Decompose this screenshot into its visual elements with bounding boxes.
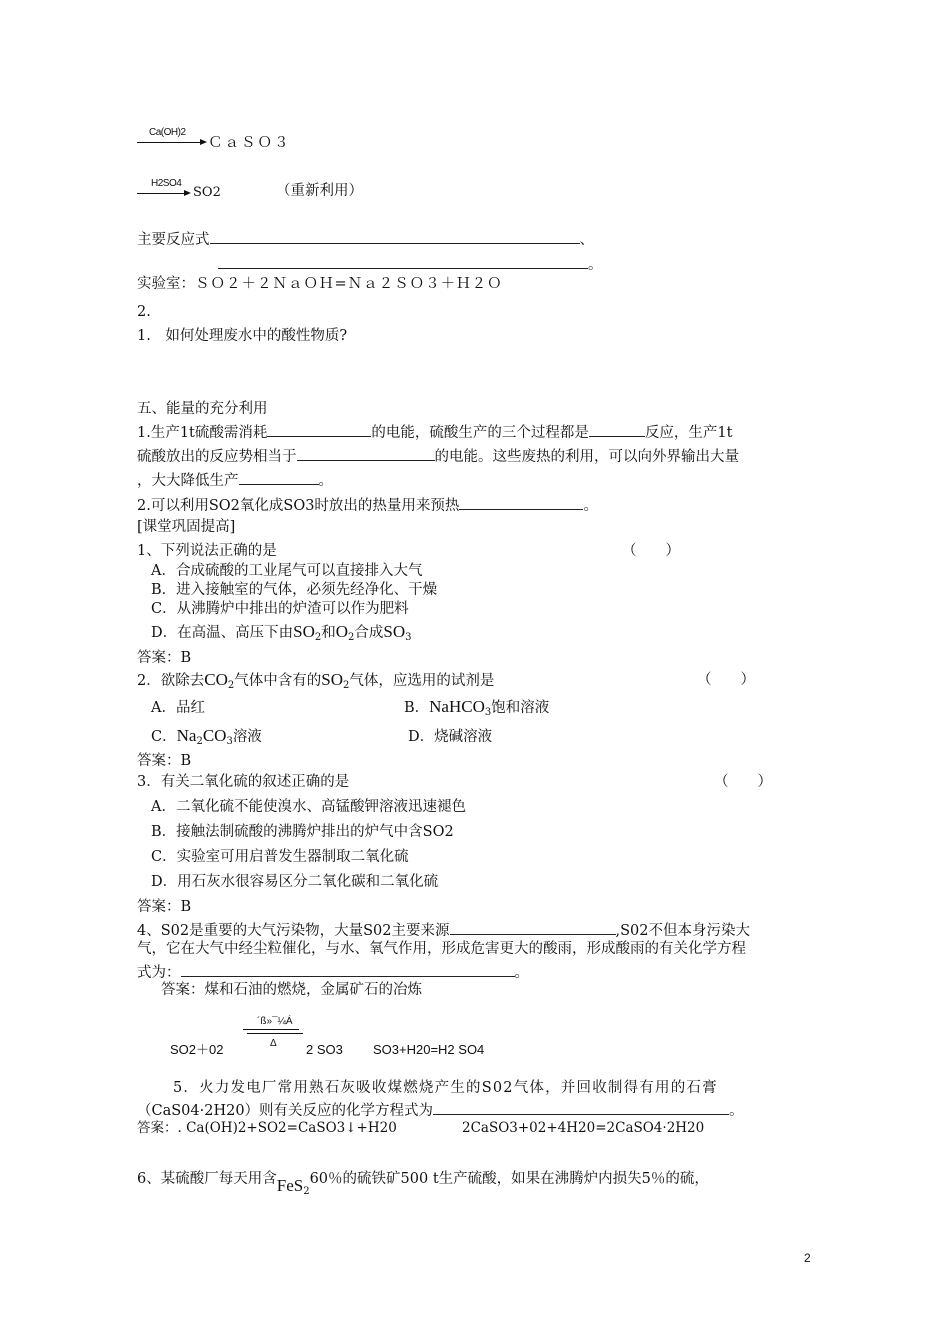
mc1-answer: 答案：B <box>137 650 192 666</box>
q6-line <box>137 1168 709 1197</box>
reagent-arrow-caoh2 <box>137 125 207 149</box>
reuse-note: （重新利用） <box>276 183 363 199</box>
mc1-option-a: A．合成硫酸的工业尾气可以直接排入大气 <box>151 563 423 579</box>
mc1-bracket: （ ） <box>622 543 680 559</box>
q4-line-3 <box>137 962 529 982</box>
formula: NaHCO <box>429 697 485 716</box>
text: 60％的硫铁矿500 t生产硫酸，如果在沸腾炉内损失5％的硫， <box>309 1171 709 1187</box>
arrow-head <box>184 190 191 196</box>
formula: CO <box>204 670 228 689</box>
mc2-bracket: （ ） <box>697 672 755 688</box>
mc1-option-b: B．进入接触室的气体，必须先经净化、干燥 <box>151 582 438 598</box>
main-reaction-line <box>137 229 594 249</box>
separator: 、 <box>579 232 594 248</box>
section-title: 五、能量的充分利用 <box>137 401 268 417</box>
q4-line-1 <box>137 920 750 940</box>
arrow-shaft <box>137 142 201 143</box>
answer-blank <box>589 422 645 437</box>
formula: O <box>335 622 349 641</box>
answer-blank <box>218 254 588 269</box>
product-so2: SO2 <box>193 185 221 200</box>
consolidate-title: [课堂巩固提高] <box>137 519 236 535</box>
subscript: 3 <box>405 632 412 643</box>
text: 溶液 <box>232 729 262 745</box>
text: 的电能，硫酸生产的三个过程都是 <box>371 425 589 441</box>
arrow-head <box>200 139 207 145</box>
text: 反应，生产1t <box>644 425 733 441</box>
text: 。 <box>318 473 333 489</box>
arrow-shaft <box>137 193 185 194</box>
answer-blank <box>181 962 515 977</box>
text: 的电能。这些废热的利用，可以向外界输出大量 <box>434 449 739 465</box>
q5-line-2 <box>137 1100 744 1120</box>
eq-right: 2 SO3 <box>306 1042 343 1057</box>
text: 合成 <box>354 625 384 641</box>
mc2-option-a: A．品红 <box>151 700 205 716</box>
eq-2: SO3+H20=H2 SO4 <box>373 1042 485 1057</box>
text: 2.可以利用SO2氧化成SO3时放出的热量用来预热 <box>137 498 460 514</box>
text: C． <box>151 729 177 745</box>
lab-equation-text: ＳＯ２＋２ＮａＯＨ=Ｎａ２ＳＯ３＋Ｈ２Ｏ <box>195 276 503 292</box>
text: 和 <box>321 625 336 641</box>
subscript: 2 <box>348 632 355 643</box>
arrow-top-line <box>243 1029 299 1030</box>
formula: CO <box>202 726 227 745</box>
text: 气体中含有的 <box>234 673 322 689</box>
text: 。 <box>583 498 598 514</box>
main-reaction-line-2 <box>218 254 603 274</box>
text: 式为： <box>137 965 181 981</box>
mc3-option-d: D．用石灰水很容易区分二氧化碳和二氧化硫 <box>151 874 439 890</box>
text: D．在高温、高压下由 <box>151 625 294 641</box>
answer-blank <box>267 422 371 437</box>
eq-left: SO2＋02 <box>170 1042 224 1057</box>
subscript: 2 <box>196 736 203 747</box>
page-number: 2 <box>804 1251 811 1265</box>
mc3-option-c: C．实验室可用启普发生器制取二氧化硫 <box>151 849 409 865</box>
answer-blank <box>297 446 435 461</box>
mc3-option-b: B．接触法制硫酸的沸腾炉排出的炉气中含SO2 <box>151 824 454 840</box>
arrow-bottom-line <box>247 1033 303 1034</box>
answer-blank <box>210 229 580 244</box>
mc3-bracket: （ ） <box>714 774 772 790</box>
answer-blank <box>433 1100 729 1115</box>
mc3-stem: 3．有关二氧化硫的叙述正确的是 <box>137 774 350 790</box>
equilibrium-arrow <box>243 1016 303 1056</box>
question-wastewater: 1. 如何处理废水中的酸性物质? <box>137 328 348 344</box>
text: 1.生产1t硫酸需消耗 <box>137 425 268 441</box>
text: 2．欲除去 <box>137 673 205 689</box>
text: 饱和溶液 <box>491 700 550 716</box>
subscript: 2 <box>314 632 322 643</box>
text: B． <box>404 700 430 716</box>
mc3-answer: 答案：B <box>137 899 192 915</box>
arrow-label: H2SO4 <box>151 178 182 189</box>
mc2-option-c <box>151 726 262 748</box>
text: 。 <box>729 1103 744 1119</box>
text: 气体，应选用的试剂是 <box>349 673 495 689</box>
mc2-stem <box>137 670 494 692</box>
lab-equation <box>137 276 503 293</box>
section5-line-3 <box>137 470 333 490</box>
heat-delta: Δ <box>270 1038 277 1049</box>
text: 。 <box>514 965 529 981</box>
mc2-option-d: D．烧碱溶液 <box>408 729 493 745</box>
section5-line-2 <box>137 446 739 466</box>
q4-line-2: 气，它在大气中经尘粒催化，与水、氧气作用，形成危害更大的酸雨，形成酸雨的有关化学方程 <box>137 941 746 957</box>
section5-line-4 <box>137 495 598 515</box>
section5-line-1 <box>137 422 732 442</box>
q5-answer-2: 2CaSO3+02+4H20=2CaSO4·2H20 <box>462 1120 705 1136</box>
mc3-option-a: A．二氧化硫不能使溴水、高锰酸钾溶液迅速褪色 <box>151 799 466 815</box>
subscript: 2 <box>303 1186 310 1197</box>
formula: SO <box>293 622 315 641</box>
text: 4、S02是重要的大气污染物，大量S02主要来源 <box>137 923 450 939</box>
text: 硫酸放出的反应势相当于 <box>137 449 297 465</box>
mc1-stem: 1、下列说法正确的是 <box>137 543 277 559</box>
mc2-option-b <box>404 697 549 719</box>
answer-blank <box>239 470 319 485</box>
formula: SO <box>383 622 406 641</box>
text: ，大大降低生产 <box>137 473 239 489</box>
formula: SO <box>321 670 343 689</box>
subscript: 2 <box>342 680 350 691</box>
main-reaction-label: 主要反应式 <box>137 232 210 248</box>
subscript: 3 <box>484 707 492 718</box>
question-number: 2. <box>137 304 151 320</box>
formula: FeS <box>276 1176 304 1195</box>
q4-answer: 答案：煤和石油的燃烧，金属矿石的冶炼 <box>161 982 422 998</box>
text: （CaS04·2H20）则有关反应的化学方程式为 <box>137 1103 434 1119</box>
lab-label: 实验室： <box>137 276 195 292</box>
text: ,S02不但本身污染大 <box>615 923 750 939</box>
mc2-answer: 答案：B <box>137 753 192 769</box>
formula: Na <box>176 726 197 745</box>
subscript: 3 <box>226 736 233 747</box>
mc1-option-d <box>151 622 412 644</box>
answer-blank <box>450 920 616 935</box>
q5-answer: 答案：. Ca(OH)2+SO2=CaSO3↓+H20 <box>137 1120 397 1136</box>
mc1-option-c: C．从沸腾炉中排出的炉渣可以作为肥料 <box>151 601 409 617</box>
arrow-label: Ca(OH)2 <box>149 127 186 138</box>
answer-blank <box>459 495 583 510</box>
product-caso3: ＣａＳＯ３ <box>208 135 291 151</box>
q5-line-1: 5．火力发电厂常用熟石灰吸收煤燃烧产生的S02气体，并回收制得有用的石膏 <box>173 1080 718 1096</box>
reagent-arrow-h2so4 <box>137 176 193 200</box>
catalyst-label: ´ß»¯¼Á <box>257 1016 293 1027</box>
text: 6、某硫酸厂每天用含 <box>137 1171 277 1187</box>
subscript: 2 <box>227 680 235 691</box>
period: 。 <box>588 257 603 273</box>
